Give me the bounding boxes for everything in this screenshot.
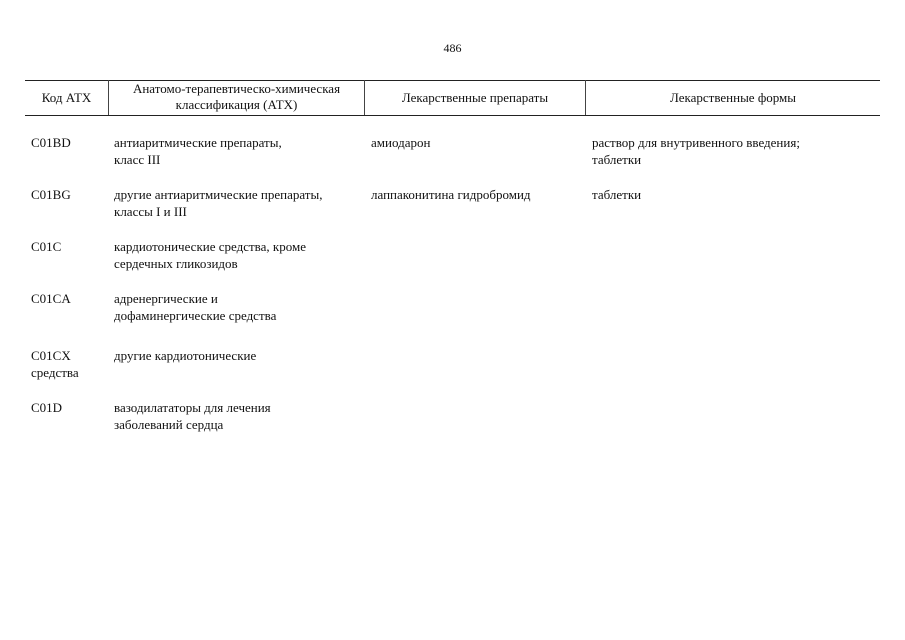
header-forms: Лекарственные формы [669,90,797,105]
page-number: 486 [443,41,462,55]
row-drug: амиодарон [371,135,431,150]
row-form-line2: таблетки [592,152,642,167]
row-code-line2: средства [31,365,79,380]
row-classification [114,347,256,364]
row-classification-line2: классы I и III [114,204,187,219]
row-code: C01CA [31,291,71,306]
row-form: таблетки [592,187,642,202]
row-classification-line1: адренергические и [114,291,218,306]
row-classification [114,399,271,433]
row-code: C01BG [31,187,71,202]
row-code: C01D [31,400,63,415]
row-classification-line1: кардиотонические средства, кроме [114,239,306,254]
row-drug: лаппаконитина гидробромид [371,187,531,202]
row-classification-line2: дофаминергические средства [114,308,277,323]
row-code-line1: C01CX [31,348,71,363]
table-header-bottom-rule [25,115,880,116]
row-classification-line2: заболеваний сердца [114,417,224,432]
row-form-line1: раствор для внутривенного введения; [592,135,800,150]
row-classification-line1: антиаритмические препараты, [114,135,282,150]
row-classification-line1: другие кардиотонические [114,348,257,363]
row-form [592,134,800,168]
row-classification-line2: сердечных гликозидов [114,256,238,271]
row-classification [114,238,306,272]
header-drugs: Лекарственные препараты [401,90,549,105]
row-classification [114,134,282,168]
row-classification-line1: другие антиаритмические препараты, [114,187,323,202]
row-code: C01BD [31,135,71,150]
header-classification [109,81,364,113]
row-classification [114,186,322,220]
row-classification-line2: класс III [114,152,161,167]
header-classification-line1: Анатомо-терапевтическо-химическая [132,81,341,96]
table-top-rule-right [773,80,880,81]
header-code: Код АТХ [41,90,92,105]
row-code [31,347,79,381]
row-code: C01C [31,239,62,254]
header-classification-line2: классификация (АТХ) [175,97,298,112]
row-classification [114,290,276,324]
row-classification-line1: вазодилататоры для лечения [114,400,271,415]
